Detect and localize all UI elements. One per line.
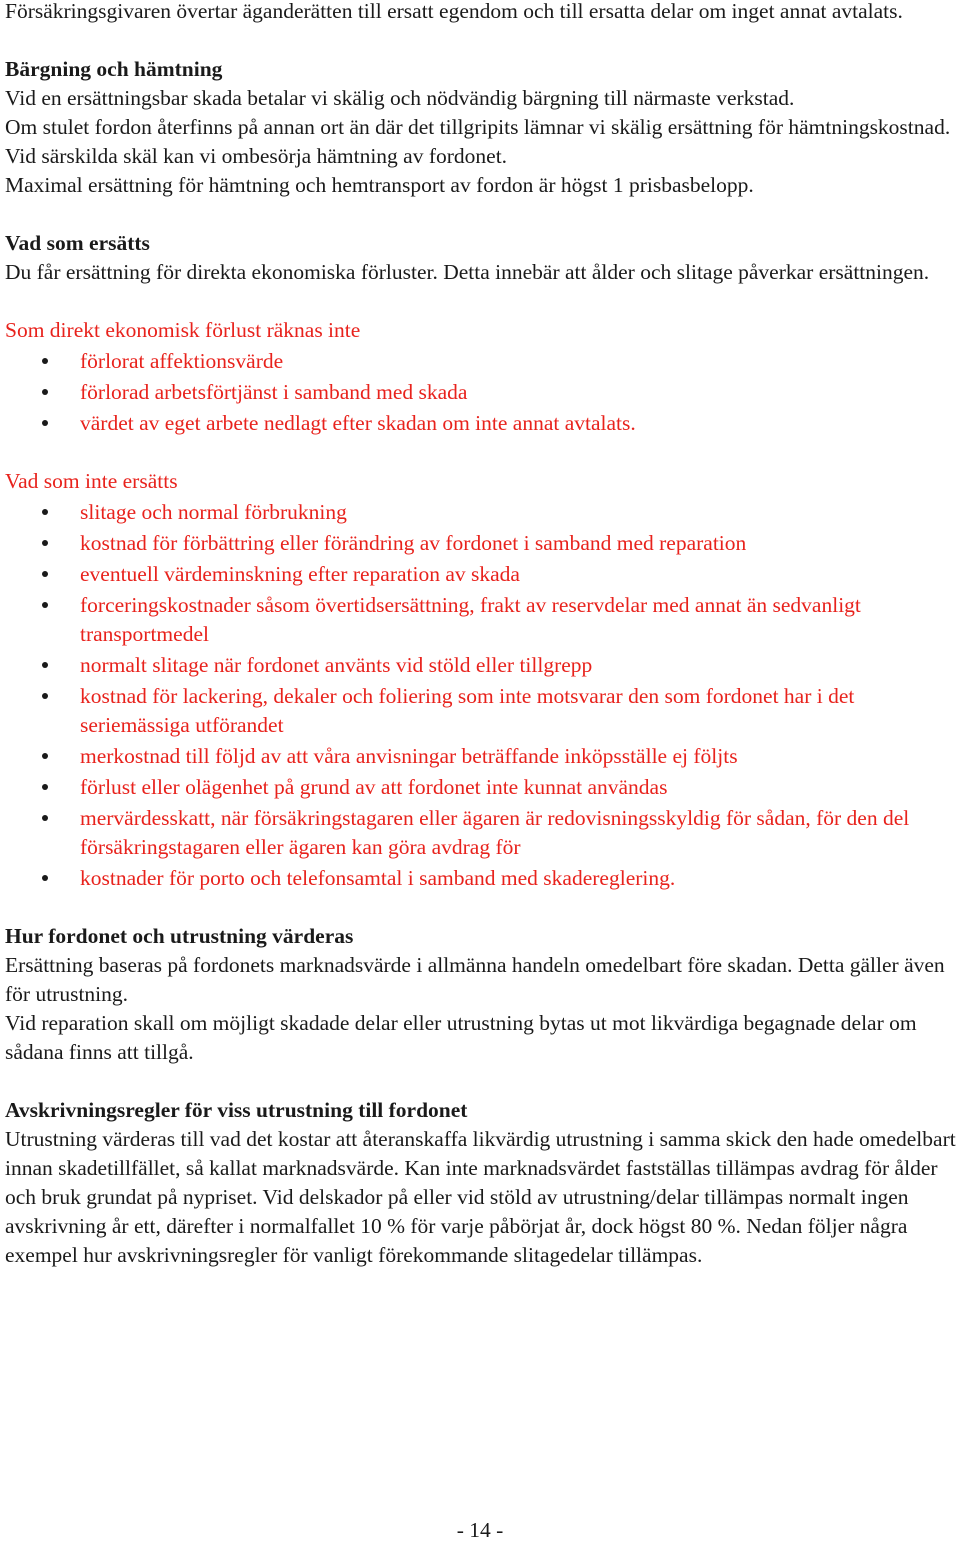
direkt-forlust-list xyxy=(5,347,957,438)
section-direkt-forlust xyxy=(5,316,957,438)
list-item: merkostnad till följd av att våra anvisningar beträffande inköpsställe ej följts xyxy=(5,742,957,771)
list-item: mervärdesskatt, när försäkringstagaren eller ägaren är redovisningsskyldig för sådan, för den del försäkringstagaren eller ägaren kan göra avdrag för xyxy=(5,804,957,862)
direkt-forlust-title: Som direkt ekonomisk förlust räknas inte xyxy=(5,318,361,342)
list-item: förlorat affektionsvärde xyxy=(5,347,957,376)
section-vad-som-ersatts xyxy=(5,229,957,287)
heading-vad-som-ersatts: Vad som ersätts xyxy=(5,231,150,255)
heading-vardering: Hur fordonet och utrustning värderas xyxy=(5,924,354,948)
vad-som-ersatts-paragraph: Du får ersättning för direkta ekonomiska förluster. Detta innebär att ålder och slitage påverkar ersättningen. xyxy=(5,260,930,284)
list-item: kostnad för förbättring eller förändring av fordonet i samband med reparation xyxy=(5,529,957,558)
section-avskrivning xyxy=(5,1096,957,1270)
list-item: eventuell värdeminskning efter reparation av skada xyxy=(5,560,957,589)
heading-avskrivning: Avskrivningsregler för viss utrustning till fordonet xyxy=(5,1098,468,1122)
section-bargning xyxy=(5,55,957,200)
inte-ersatts-list xyxy=(5,498,957,893)
vardering-paragraph-1: Ersättning baseras på fordonets marknadsvärde i allmänna handeln omedelbart före skadan. Detta gäller även för utrustning. xyxy=(5,953,945,1006)
list-item: förlorad arbetsförtjänst i samband med skada xyxy=(5,378,957,407)
vardering-paragraph-2: Vid reparation skall om möjligt skadade delar eller utrustning bytas ut mot likvärdiga begagnade delar om sådana finns att tillgå. xyxy=(5,1011,917,1064)
page-number: - 14 - xyxy=(456,1518,504,1542)
heading-bargning: Bärgning och hämtning xyxy=(5,57,223,81)
list-item: kostnad för lackering, dekaler och foliering som inte motsvarar den som fordonet har i det seriemässiga utförandet xyxy=(5,682,957,740)
section-vardering xyxy=(5,922,957,1067)
avskrivning-paragraph: Utrustning värderas till vad det kostar att återanskaffa likvärdig utrustning i samma skick den hade omedelbart innan skadetillfället, så kallat marknadsvärde. Kan inte marknadsvärdet fastställas tillämpas avdrag för ålder och bruk grundat på nypriset. Vid delskador på eller vid stöld av utrustning/delar tillämpas normalt ingen avskrivning år ett, därefter i normalfallet 10 % för varje påbörjat år, dock högst 80 %. Nedan följer några exempel hur avskrivningsregler för vanligt förekommande slitagedelar tillämpas. xyxy=(5,1127,956,1267)
bargning-paragraph-2: Om stulet fordon återfinns på annan ort än där det tillgripits lämnar vi skälig ersättning för hämtningskostnad. Vid särskilda skäl kan vi ombesörja hämtning av fordonet. xyxy=(5,115,951,168)
bargning-paragraph-1: Vid en ersättningsbar skada betalar vi skälig och nödvändig bärgning till närmaste verkstad. xyxy=(5,86,795,110)
document-page xyxy=(5,0,957,1299)
intro-paragraph: Försäkringsgivaren övertar äganderätten till ersatt egendom och till ersatta delar om inget annat avtalats. xyxy=(5,0,903,23)
list-item: förlust eller olägenhet på grund av att fordonet inte kunnat användas xyxy=(5,773,957,802)
section-inte-ersatts xyxy=(5,467,957,893)
list-item: kostnader för porto och telefonsamtal i samband med skadereglering. xyxy=(5,864,957,893)
list-item: slitage och normal förbrukning xyxy=(5,498,957,527)
list-item: värdet av eget arbete nedlagt efter skadan om inte annat avtalats. xyxy=(5,409,957,438)
bargning-paragraph-3: Maximal ersättning för hämtning och hemtransport av fordon är högst 1 prisbasbelopp. xyxy=(5,173,754,197)
list-item: normalt slitage när fordonet använts vid stöld eller tillgrepp xyxy=(5,651,957,680)
list-item: forceringskostnader såsom övertidsersättning, frakt av reservdelar med annat än sedvanligt transportmedel xyxy=(5,591,957,649)
inte-ersatts-title: Vad som inte ersätts xyxy=(5,469,178,493)
